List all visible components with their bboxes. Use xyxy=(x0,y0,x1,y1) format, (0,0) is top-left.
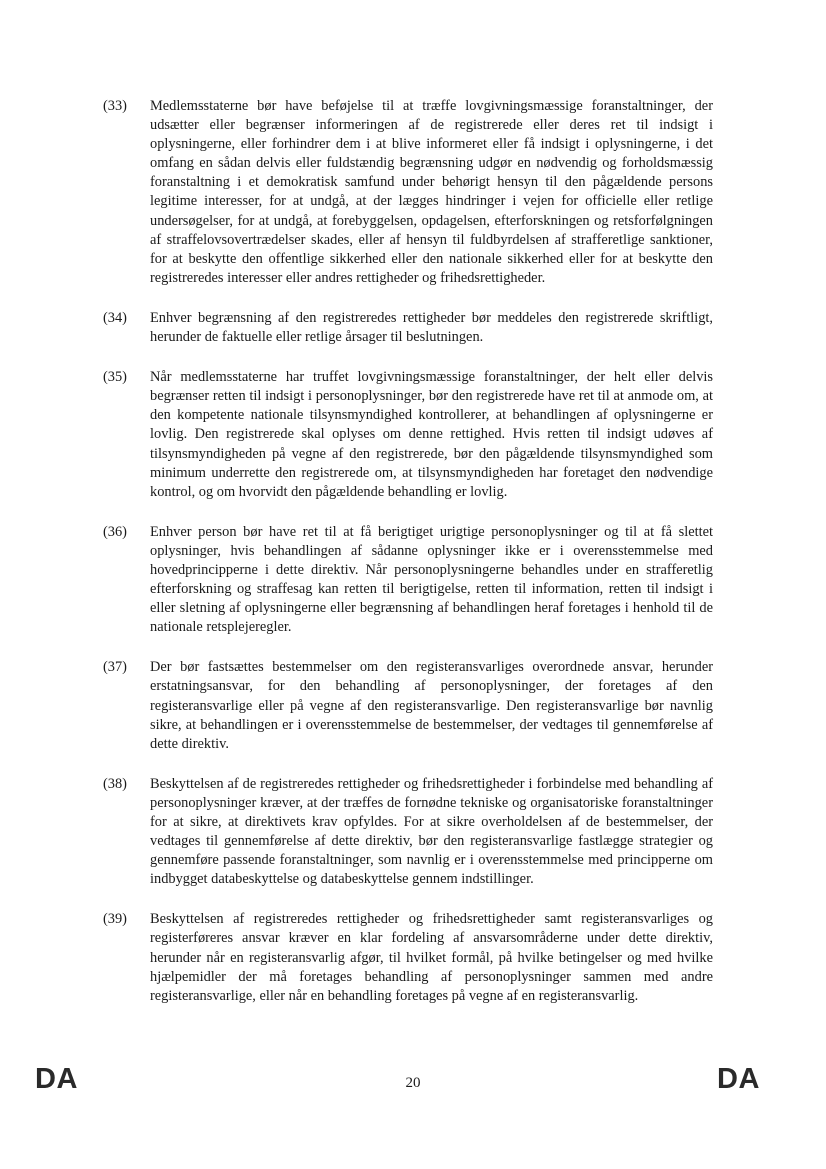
recital-36 xyxy=(103,523,713,638)
recital-number: (38) xyxy=(103,775,127,792)
recital-number: (36) xyxy=(103,523,127,540)
recital-number: (37) xyxy=(103,659,127,676)
recital-text: Der bør fastsættes bestemmelser om den registeransvarliges overordnede ansvar, herunder erstatningsansvar, for den behandling af personoplysninger, der foretages af den registeransvarlige eller på vegne af den registeransvarlige. Den registeransvarlige bør navnlig sikre, at behandlingen er i overensstemmelse de bestemmelser, der vedtages til gennemførelse af dette direktiv. xyxy=(150,659,713,752)
recital-37 xyxy=(103,658,713,753)
recital-38 xyxy=(103,775,713,890)
recital-number: (35) xyxy=(103,369,127,386)
recital-number: (33) xyxy=(103,98,127,114)
recital-text: Beskyttelsen af de registreredes rettigheder og frihedsrettigheder i forbindelse med behandling af personoplysninger kræver, at der træffes de fornødne tekniske og organisatoriske foranstaltninger for at sikre, at direktivets krav opfyldes. For at sikre overholdelsen af de bestemmelser, der vedtages til gennemførelse af dette direktiv, bør den registeransvarlige fastlægge strategier og gennemføre passende foranstaltninger, som navnlig er i overensstemmelse med principperne om indbygget databeskyttelse og databeskyttelse gennem indstillinger. xyxy=(150,775,713,888)
recital-39 xyxy=(103,910,713,1005)
recital-33 xyxy=(103,97,713,288)
language-code-right: DA xyxy=(717,1063,760,1095)
recital-text: Enhver begrænsning af den registreredes rettigheder bør meddeles den registrerede skriftligt, herunder de faktuelle eller retlige årsager til beslutningen. xyxy=(150,309,713,346)
recital-35 xyxy=(103,368,713,502)
recital-number: (39) xyxy=(103,911,127,928)
recital-text: Beskyttelsen af registreredes rettigheder og frihedsrettigheder samt registeransvarliges og registerføreres ansvar kræver en klar fordeling af ansvarsområderne under dette direktiv, herunder når en registeransvarlig afgør, til hvilket formål, på hvilke betingelser og med hvilke hjælpemidler der må foretages behandling af personoplysninger sammen med andre registeransvarlige, eller når en behandling foretages på vegne af en registeransvarlig. xyxy=(150,911,713,1004)
recitals-list xyxy=(103,97,713,1027)
recital-number: (34) xyxy=(103,309,127,326)
recital-text: Medlemsstaterne bør have beføjelse til at træffe lovgivningsmæssige foranstaltninger, der udsætter eller begrænser informeringen af de registrerede eller deres ret til indsigt i oplysningerne, eller forhindrer dem i at blive informeret eller få indsigt i oplysningerne, i det omfang en sådan delvis eller fuldstændig begrænsning udgør en nødvendig og forholdsmæssig foranstaltning i et demokratisk samfund under behørigt hensyn til den pågældende persons legitime interesser, for at undgå, at der lægges hindringer i vejen for officielle eller retlige undersøgelser, for at undgå, at forebyggelsen, opdagelsen, efterforskningen og retsforfølgningen af straffelovsovertrædelser skades, eller af hensyn til fuldbyrdelsen af strafferetlige sanktioner, for at beskytte den offentlige sikkerhed eller den nationale sikkerhed eller for at beskytte den registreredes interesser eller andres rettigheder og frihedsrettigheder. xyxy=(150,98,713,286)
recital-34 xyxy=(103,309,713,347)
page-number: 20 xyxy=(405,1075,421,1091)
language-code-left: DA xyxy=(35,1063,78,1095)
recital-text: Enhver person bør have ret til at få berigtiget urigtige personoplysninger og til at få slettet oplysninger, hvis behandlingen af sådanne oplysninger ikke er i overensstemmelse med hovedprincipperne i dette direktiv. Når personoplysningerne behandles under en strafferetlig efterforskning og straffesag kan retten til berigtigelse, retten til information, retten til indsigt i eller sletning af oplysningerne eller begrænsning af behandlingen heraf foretages i henhold til de nationale retsplejeregler. xyxy=(150,523,713,636)
recital-text: Når medlemsstaterne har truffet lovgivningsmæssige foranstaltninger, der helt eller delvis begrænser retten til indsigt i personoplysninger, bør den registrerede have ret til at anmode om, at den kompetente nationale tilsynsmyndighed kontrollerer, at behandlingen af oplysningerne er lovlig. Den registrerede skal oplyses om denne rettighed. Hvis retten til indsigt udøves af tilsynsmyndigheden på vegne af den registrerede, bør den pågældende tilsynsmyndighed som minimum underrette den registrerede om, at tilsynsmyndigheden har foretaget den nødvendige kontrol, og om hvorvidt den pågældende behandling er lovlig. xyxy=(150,369,713,500)
